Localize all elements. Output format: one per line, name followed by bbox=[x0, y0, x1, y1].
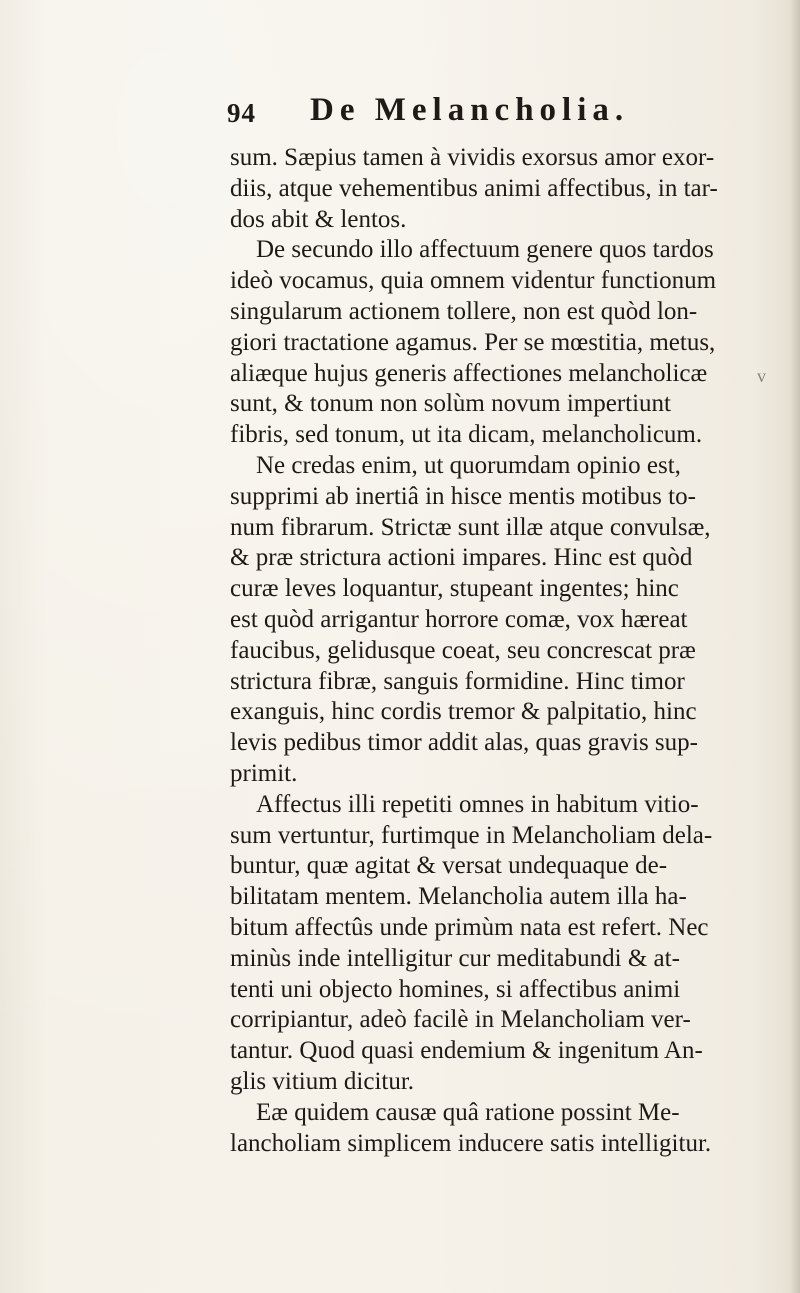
text-line: corripiantur, adeò facilè in Melancholiam ver- bbox=[230, 1006, 691, 1034]
text-line: & præ strictura actioni impares. Hinc est quòd bbox=[230, 544, 693, 572]
text-line: supprimi ab inertiâ in hisce mentis motibus to- bbox=[230, 482, 696, 510]
text-line: num fibrarum. Strictæ sunt illæ atque convulsæ, bbox=[230, 513, 711, 541]
text-line: glis vitium dicitur. bbox=[230, 1067, 415, 1095]
text-line: minùs inde intelligitur cur meditabundi & at- bbox=[230, 944, 680, 972]
text-line: est quòd arrigantur horrore comæ, vox hæreat bbox=[230, 605, 688, 633]
text-line: faucibus, gelidusque coeat, seu concrescat præ bbox=[230, 636, 696, 664]
text-line: Eæ quidem causæ quâ ratione possint Me- bbox=[256, 1098, 680, 1126]
text-line: exanguis, hinc cordis tremor & palpitatio, hinc bbox=[230, 698, 697, 726]
margin-mark: v bbox=[757, 366, 766, 386]
text-line: sum. Sæpius tamen à vividis exorsus amor exor- bbox=[230, 144, 715, 171]
text-line: curæ leves loquantur, stupeant ingentes; hinc bbox=[230, 575, 679, 603]
text-line: fibris, sed tonum, ut ita dicam, melancholicum. bbox=[230, 421, 703, 449]
text-line: tenti uni objecto homines, si affectibus animi bbox=[230, 975, 681, 1003]
text-line: singularum actionem tollere, non est quòd lon- bbox=[230, 297, 698, 325]
text-line: buntur, quæ agitat & versat undequaque de- bbox=[230, 852, 668, 880]
text-line: primit. bbox=[230, 759, 298, 787]
text-line: bitum affectûs unde primùm nata est refert. Nec bbox=[230, 913, 709, 941]
text-line: giori tractatione agamus. Per se mœstitia, metus, bbox=[230, 328, 716, 356]
text-line: dos abit & lentos. bbox=[230, 205, 407, 233]
body-text bbox=[230, 143, 770, 1159]
text-line: Ne credas enim, ut quorumdam opinio est, bbox=[256, 451, 681, 479]
page-number: 94 bbox=[227, 98, 256, 128]
text-line: aliæque hujus generis affectiones melancholicæ bbox=[230, 359, 708, 387]
text-line: bilitatam mentem. Melancholia autem illa ha- bbox=[230, 883, 687, 911]
text-line: sunt, & tonum non solùm novum impertiunt bbox=[230, 390, 671, 418]
text-line: ideò vocamus, quia omnem videntur functionum bbox=[230, 267, 717, 295]
text-line: strictura fibræ, sanguis formidine. Hinc timor bbox=[230, 667, 685, 695]
text-line: diis, atque vehementibus animi affectibus, in tar- bbox=[230, 174, 718, 202]
running-header bbox=[227, 92, 787, 136]
text-line: lancholiam simplicem inducere satis intelligitur. bbox=[230, 1129, 712, 1157]
text-line: tantur. Quod quasi endemium & ingenitum An- bbox=[230, 1037, 703, 1065]
text-line: levis pedibus timor addit alas, quas gravis sup- bbox=[230, 729, 698, 757]
text-line: sum vertuntur, furtimque in Melancholiam dela- bbox=[230, 821, 713, 849]
running-title: De Melancholia. bbox=[310, 92, 630, 128]
text-line: Affectus illi repetiti omnes in habitum vitio- bbox=[256, 790, 699, 818]
text-line: De secundo illo affectuum genere quos tardos bbox=[256, 236, 714, 264]
page-edge-shadow bbox=[790, 0, 800, 1293]
